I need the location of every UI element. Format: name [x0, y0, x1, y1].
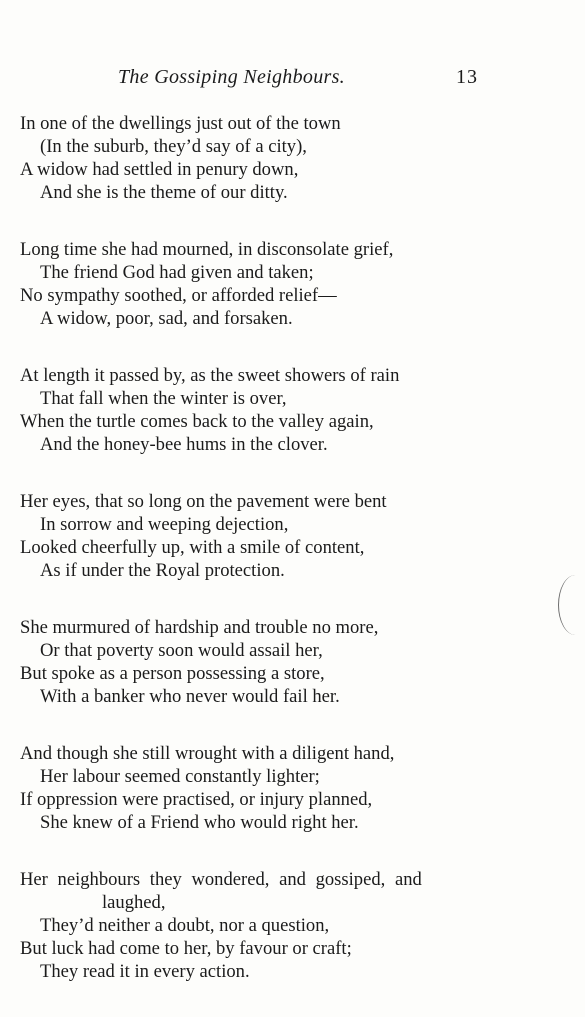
poem-line: But spoke as a person possessing a store,	[20, 663, 325, 684]
poem-line: In one of the dwellings just out of the town	[20, 113, 341, 134]
poem-line: She knew of a Friend who would right her.	[40, 812, 359, 833]
poem-line: Her eyes, that so long on the pavement were bent	[20, 491, 387, 512]
poem-line: That fall when the winter is over,	[40, 388, 287, 409]
poem-line: In sorrow and weeping dejection,	[40, 514, 289, 535]
poem-line: When the turtle comes back to the valley again,	[20, 411, 374, 432]
poem-line: Her neighbours they wondered, and gossiped, and	[20, 869, 422, 890]
poem-line: The friend God had given and taken;	[40, 262, 314, 283]
poem-line: Her labour seemed constantly lighter;	[40, 766, 320, 787]
stanza-2	[20, 238, 565, 330]
poem-line: As if under the Royal protection.	[40, 560, 285, 581]
poem-line: But luck had come to her, by favour or craft;	[20, 938, 352, 959]
stanza-3	[20, 364, 565, 456]
running-header	[0, 66, 585, 96]
poem-line: No sympathy soothed, or afforded relief—	[20, 285, 337, 306]
poem-line: At length it passed by, as the sweet showers of rain	[20, 365, 400, 386]
poem-line: And though she still wrought with a diligent hand,	[20, 743, 395, 764]
poem-line: A widow, poor, sad, and forsaken.	[40, 308, 293, 329]
poem-line: They’d neither a doubt, nor a question,	[40, 915, 330, 936]
poem-line: Or that poverty soon would assail her,	[40, 640, 323, 661]
running-title: The Gossiping Neighbours.	[118, 66, 345, 88]
poem-line: Looked cheerfully up, with a smile of content,	[20, 537, 365, 558]
stanza-6	[20, 742, 565, 834]
poem-line: She murmured of hardship and trouble no more,	[20, 617, 379, 638]
stanza-1	[20, 112, 565, 204]
poem-body	[20, 112, 565, 1017]
poem-line: With a banker who never would fail her.	[40, 686, 340, 707]
poem-line: A widow had settled in penury down,	[20, 159, 299, 180]
poem-line: And she is the theme of our ditty.	[40, 182, 288, 203]
poem-line: And the honey-bee hums in the clover.	[40, 434, 328, 455]
page-edge-mark	[558, 575, 585, 635]
poem-line: Long time she had mourned, in disconsolate grief,	[20, 239, 394, 260]
poem-line: laughed,	[102, 892, 166, 913]
poem-line: (In the suburb, they’d say of a city),	[40, 136, 307, 157]
stanza-7	[20, 868, 565, 983]
poem-line: If oppression were practised, or injury planned,	[20, 789, 373, 810]
page-number: 13	[456, 66, 478, 88]
poem-line: They read it in every action.	[40, 961, 250, 982]
stanza-5	[20, 616, 565, 708]
stanza-4	[20, 490, 565, 582]
